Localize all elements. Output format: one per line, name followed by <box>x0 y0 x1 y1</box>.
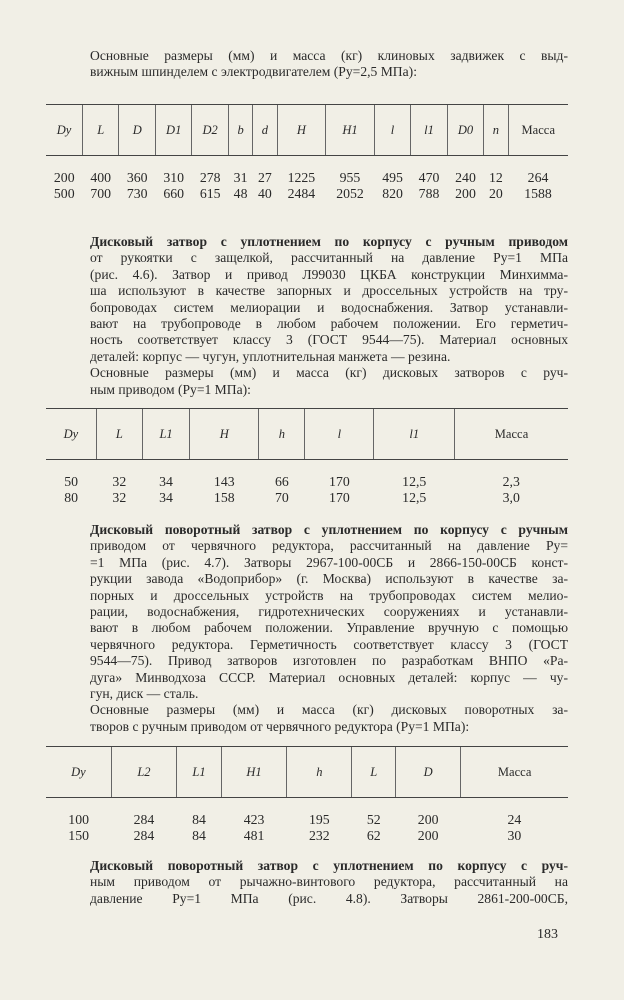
table-cell: 2052 <box>336 186 364 201</box>
table-cell: 70 <box>274 490 289 505</box>
table-cell: 730 <box>126 186 148 201</box>
text-line: Дисковый поворотный затвор с уплотнением по корпусу с руч- <box>90 858 568 873</box>
text-line: рации, водоснабжения, гидротехнических сооружениях и устанавли- <box>90 604 568 620</box>
intro-paragraph-1 <box>90 48 568 81</box>
column-header: L1 <box>177 747 222 798</box>
table-cell: 52 <box>366 812 381 827</box>
table-cell: 143 <box>213 474 235 489</box>
disc-valve-manual-paragraph <box>90 234 568 398</box>
table-cell: 170 <box>329 490 350 505</box>
column-header: H <box>190 409 259 460</box>
table-cell: 31 <box>233 170 248 185</box>
text-line: червячного редуктора. Герметичность соответствует классу 3 (ГОСТ <box>90 636 568 652</box>
text-line: бопроводах систем мелиорации и водоснабжения. Затвор устанавли- <box>90 299 568 315</box>
table-cell: 32 <box>112 490 127 505</box>
table-cell: 1588 <box>524 186 552 201</box>
column-header: D <box>396 747 461 798</box>
table-cell: 84 <box>192 828 206 843</box>
table-cell: 30 <box>507 828 522 843</box>
table-cell: 955 <box>339 170 361 185</box>
column-header: Dу <box>46 105 82 156</box>
text-line: ша используют в качестве запорных и дроссельных устройств на тру- <box>90 283 568 299</box>
text-line: вают на трубопроводе в любом рабочем положении. Его герметич- <box>90 316 568 332</box>
table-cell: 50 <box>64 474 79 489</box>
text-line: Основные размеры (мм) и масса (кг) дисковых поворотных за- <box>90 702 568 718</box>
table-row <box>46 828 568 844</box>
column-header: D0 <box>447 105 483 156</box>
table-header-row <box>46 409 568 460</box>
table-cell: 284 <box>133 812 155 827</box>
table-cell: 360 <box>126 170 148 185</box>
text-line: деталей: корпус — чугун, уплотнительная манжета — резина. <box>90 348 451 364</box>
disc-valve-worm-gear-paragraph <box>90 522 568 735</box>
column-header: l1 <box>411 105 447 156</box>
text-line: ным приводом (Pу=1 МПа): <box>90 381 251 397</box>
table-cell: 232 <box>308 828 330 843</box>
table-cell: 80 <box>64 490 79 505</box>
column-header: b <box>228 105 252 156</box>
table-cell: 34 <box>159 490 173 505</box>
table-cell: 310 <box>163 170 185 185</box>
table-row <box>46 186 568 202</box>
disc-valve-dimensions-table <box>46 408 568 506</box>
column-header: L <box>82 105 118 156</box>
table-cell: 615 <box>199 186 221 201</box>
gate-valve-dimensions-table <box>46 104 568 202</box>
column-header: D2 <box>192 105 228 156</box>
table-cell: 481 <box>243 828 265 843</box>
table-cell: 84 <box>192 812 206 827</box>
table-cell: 40 <box>257 186 272 201</box>
table-cell: 423 <box>243 812 265 827</box>
column-header: l1 <box>374 409 455 460</box>
column-header: h <box>259 409 305 460</box>
text-line: ным приводом от рычажно-винтового редуктора, рассчитанный на <box>90 874 568 890</box>
column-header: H1 <box>326 105 375 156</box>
text-line: ность соответствует классу 3 (ГОСТ 9544—75). Материал основных <box>90 332 568 348</box>
text-line: дуга» Минводхоза СССР. Материал основных деталей: корпус — чу- <box>90 669 568 685</box>
column-header: d <box>253 105 277 156</box>
table-cell: 2484 <box>287 186 316 201</box>
table-cell: 48 <box>233 186 248 201</box>
table-cell: 32 <box>112 474 127 489</box>
table-cell: 34 <box>159 474 173 489</box>
column-header: n <box>484 105 508 156</box>
text-line: 9544—75). Привод затворов изготовлен по разработкам ВНПО «Ра- <box>90 653 568 669</box>
table-row <box>46 156 568 187</box>
table-cell: 12,5 <box>402 490 427 505</box>
table-cell: 200 <box>455 186 476 201</box>
table-cell: 200 <box>417 812 439 827</box>
column-header: Dу <box>46 747 111 798</box>
table-cell: 195 <box>308 812 330 827</box>
table-cell: 284 <box>133 828 155 843</box>
table-cell: 158 <box>213 490 235 505</box>
table-cell: 20 <box>489 186 503 201</box>
text-line: от рукоятки с защелкой, рассчитанный на давление Pу=1 МПа <box>90 250 568 266</box>
table-cell: 2,3 <box>502 474 520 489</box>
column-header: L2 <box>111 747 176 798</box>
table-cell: 788 <box>418 186 440 201</box>
table-cell: 3,0 <box>502 490 520 505</box>
table-cell: 100 <box>68 812 89 827</box>
column-header: Масса <box>461 747 568 798</box>
column-header: L <box>352 747 396 798</box>
text-line: Основные размеры (мм) и масса (кг) дисковых затворов с руч- <box>90 365 568 381</box>
column-header: Масса <box>508 105 568 156</box>
text-line: Дисковый затвор с уплотнением по корпусу с ручным приводом <box>90 234 568 249</box>
table-cell: 240 <box>455 170 476 185</box>
column-header: l <box>374 105 410 156</box>
table-header-row <box>46 747 568 798</box>
text-line: гун, диск — сталь. <box>90 686 199 702</box>
text-line: Основные размеры (мм) и масса (кг) клиновых задвижек с выд- <box>90 48 568 63</box>
table-cell: 278 <box>199 170 221 185</box>
text-line: порных и дроссельных устройств на трубопроводах систем мелио- <box>90 587 568 603</box>
table-cell: 500 <box>53 186 75 201</box>
table-cell: 66 <box>274 474 289 489</box>
table-cell: 12,5 <box>402 474 427 489</box>
column-header: h <box>287 747 352 798</box>
table-cell: 12 <box>489 170 503 185</box>
table-cell: 495 <box>382 170 403 185</box>
page-number: 183 <box>537 927 558 942</box>
text-line: вижным шпинделем с электродвигателем (Pу=2,5 МПа): <box>90 64 417 80</box>
table-cell: 264 <box>527 170 549 185</box>
table-row <box>46 798 568 829</box>
text-line: давление Pу=1 МПа (рис. 4.8). Затворы 2861-200-00СБ, <box>90 890 568 906</box>
table-row <box>46 490 568 506</box>
table-cell: 200 <box>53 170 75 185</box>
disc-valve-lever-screw-paragraph <box>90 858 568 907</box>
table-cell: 400 <box>90 170 112 185</box>
column-header: H1 <box>221 747 286 798</box>
table-cell: 700 <box>90 186 112 201</box>
table-cell: 62 <box>366 828 381 843</box>
column-header: l <box>305 409 374 460</box>
column-header: Масса <box>455 409 568 460</box>
table-row <box>46 460 568 491</box>
table-cell: 150 <box>68 828 89 843</box>
column-header: Dу <box>46 409 96 460</box>
text-line: (рис. 4.6). Затвор и привод Л99030 ЦКБА конструкции Минхимма- <box>90 266 568 282</box>
table-cell: 24 <box>507 812 522 827</box>
table-cell: 1225 <box>287 170 316 185</box>
rotary-disc-valve-dimensions-table <box>46 746 568 844</box>
column-header: L1 <box>142 409 189 460</box>
table-cell: 470 <box>418 170 440 185</box>
table-cell: 660 <box>163 186 185 201</box>
table-cell: 200 <box>417 828 439 843</box>
column-header: H <box>277 105 326 156</box>
text-line: Дисковый поворотный затвор с уплотнением по корпусу с ручным <box>90 522 568 537</box>
column-header: D1 <box>155 105 191 156</box>
text-line: приводом от червячного редуктора, рассчитанный на давление Pу= <box>90 538 568 554</box>
text-line: вают в любом рабочем положении. Управление вручную с помощью <box>90 620 568 636</box>
text-line: =1 МПа (рис. 4.7). Затворы 2967-100-00СБ и 2866-150-00СБ конст- <box>90 554 568 570</box>
table-cell: 27 <box>257 170 272 185</box>
column-header: L <box>96 409 142 460</box>
text-line: рукции завода «Водоприбор» (г. Москва) используют в качестве за- <box>90 571 568 587</box>
text-line: творов с ручным приводом от червячного редуктора (Pу=1 МПа): <box>90 718 470 734</box>
column-header: D <box>119 105 155 156</box>
table-cell: 820 <box>382 186 403 201</box>
table-cell: 170 <box>329 474 350 489</box>
table-header-row <box>46 105 568 156</box>
